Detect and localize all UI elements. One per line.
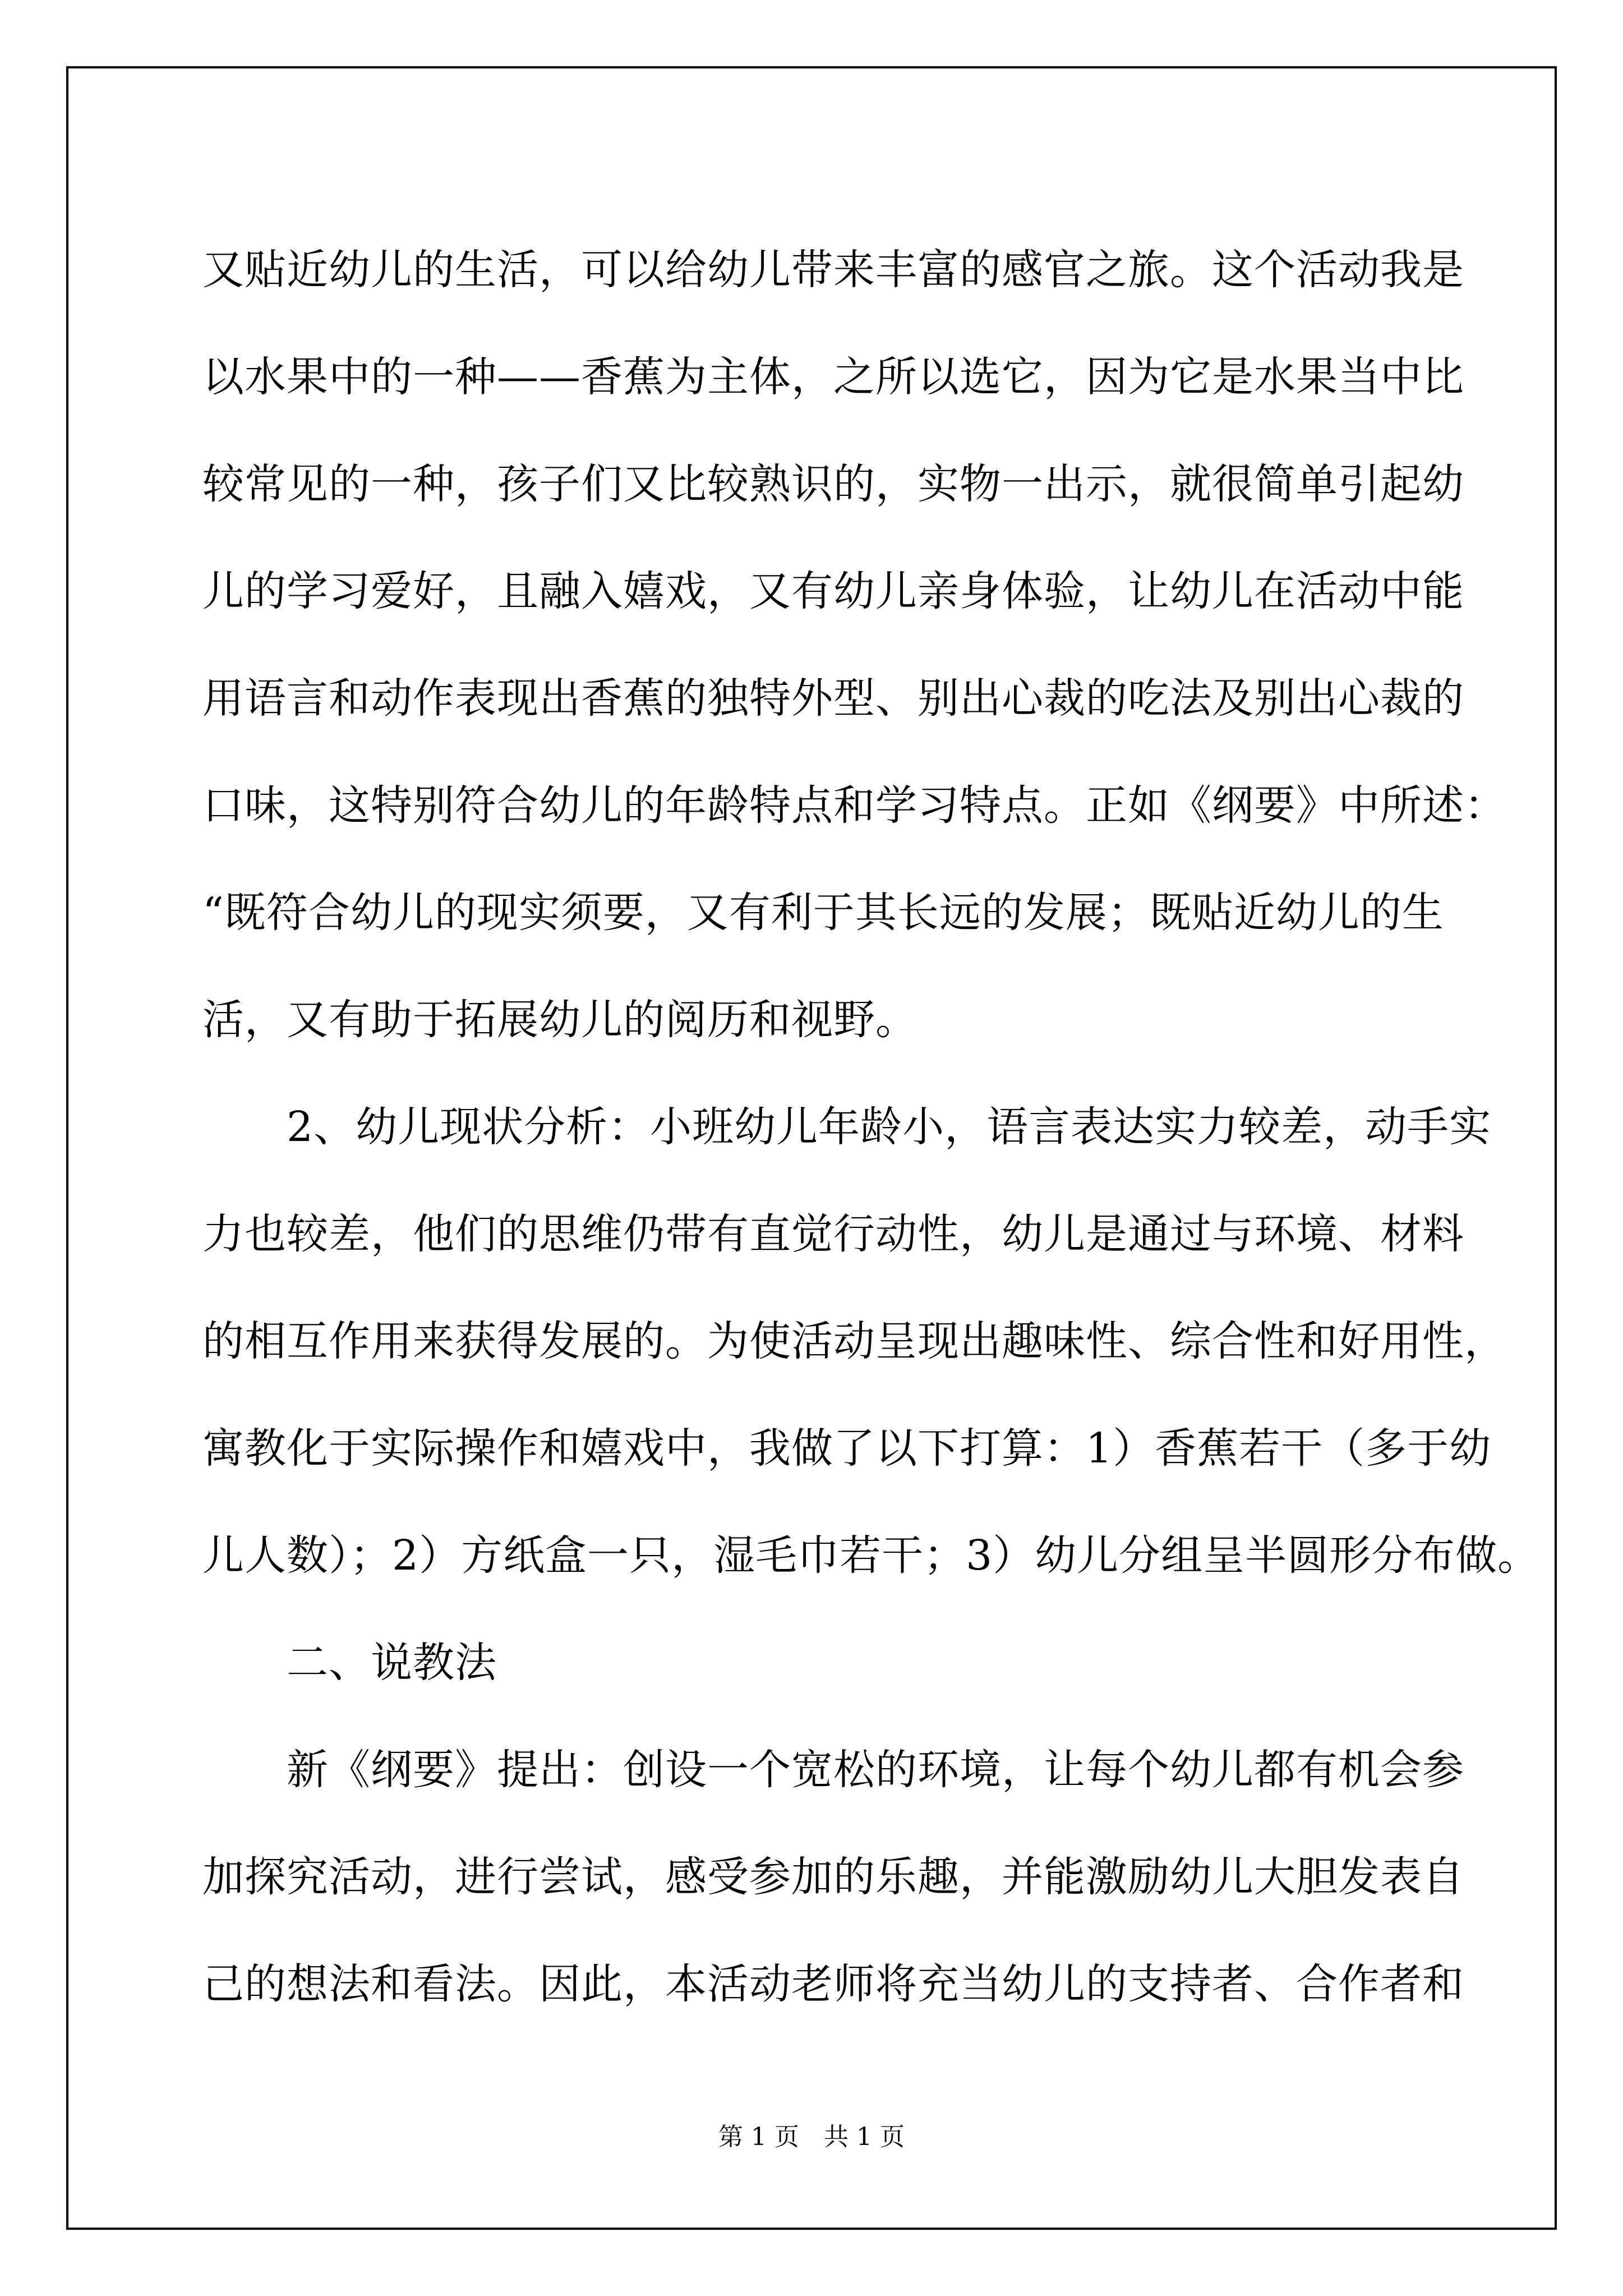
page-number-footer: 第 1 页 共 1 页 [718,2123,905,2151]
text-line: 己的想法和看法。因此，本活动老师将充当幼儿的支持者、合作者和 [202,1960,1464,2008]
text-line: 儿人数）；2）方纸盒一只，湿毛巾若干；3）幼儿分组呈半圆形分布做。 [202,1531,1540,1580]
text-line: 新《纲要》提出：创设一个宽松的环境，让每个幼儿都有机会参 [202,1746,1464,1794]
text-line: 力也较差，他们的思维仍带有直觉行动性，幼儿是通过与环境、材料 [202,1210,1464,1258]
text-line: 2、幼儿现状分析：小班幼儿年龄小，语言表达实力较差，动手实 [202,1103,1492,1151]
section-heading: 二、说教法 [202,1639,497,1687]
text-line: 用语言和动作表现出香蕉的独特外型、别出心裁的吃法及别出心裁的 [202,674,1464,723]
text-line: 又贴近幼儿的生活，可以给幼儿带来丰富的感官之旅。这个活动我是 [202,246,1464,294]
text-line: 儿的学习爱好，且融入嬉戏，又有幼儿亲身体验，让幼儿在活动中能 [202,567,1464,615]
text-line: 寓教化于实际操作和嬉戏中，我做了以下打算：1）香蕉若干（多于幼 [202,1424,1492,1473]
text-line: 的相互作用来获得发展的。为使活动呈现出趣味性、综合性和好用性， [202,1317,1506,1365]
document-body [202,217,1540,2038]
text-line: 以水果中的一种——香蕉为主体，之所以选它，因为它是水果当中比 [202,353,1464,401]
text-line: 活，又有助于拓展幼儿的阅历和视野。 [202,996,917,1044]
text-line: 较常见的一种，孩子们又比较熟识的，实物一出示，就很简单引起幼 [202,460,1464,508]
text-line: 加探究活动，进行尝试，感受参加的乐趣，并能激励幼儿大胆发表自 [202,1853,1464,1901]
text-line: “既符合幼儿的现实须要，又有利于其长远的发展；既贴近幼儿的生 [202,889,1444,937]
text-line: 口味，这特别符合幼儿的年龄特点和学习特点。正如《纲要》中所述： [202,781,1506,830]
